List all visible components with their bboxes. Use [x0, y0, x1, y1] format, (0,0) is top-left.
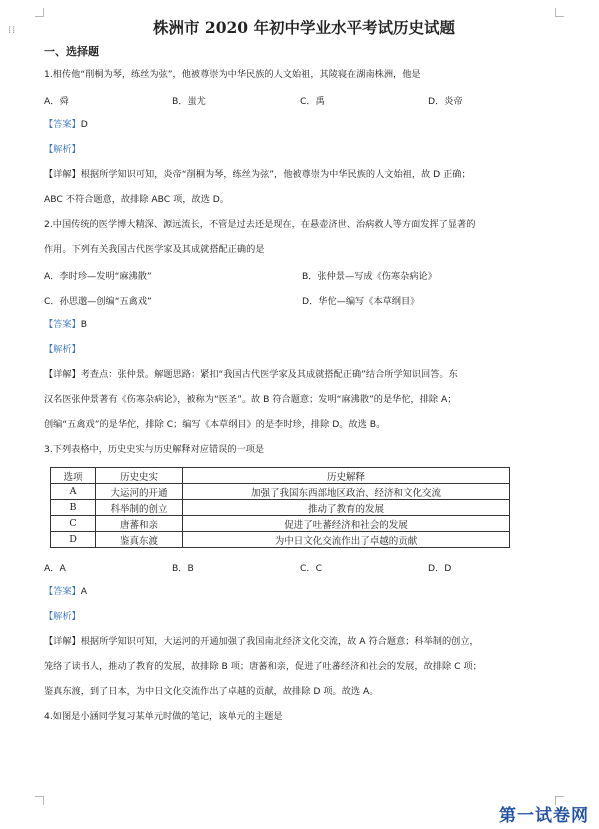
q2-option-b: B．张仲景—写成《伤寒杂病论》	[302, 270, 437, 282]
q3-stem: 3.下列表格中，历史史实与历史解释对应错误的一项是	[44, 443, 265, 455]
q3-detail-line-2: 笼络了读书人，推动了教育的发展，故排除 B 项；唐蕃和亲，促进了吐蕃经济和社会的发展，故排除 C 项；	[44, 660, 482, 672]
table-cell: 唐蕃和亲	[96, 516, 183, 532]
answer-tag: 【答案】	[44, 118, 81, 130]
table-row	[51, 484, 510, 500]
q2-answer	[44, 312, 564, 337]
q1-option-d: D．炎帝	[428, 95, 463, 107]
table-header: 历史史实	[96, 468, 183, 484]
q1-analysis	[44, 137, 564, 162]
q1-option-c: C．禹	[300, 95, 325, 107]
q3-analysis	[44, 604, 564, 629]
q2-option-a: A．李时珍—发明“麻沸散”	[44, 270, 152, 282]
q2-detail-text-1: 考查点：张仲景。解题思路：紧扣“我国古代医学家及其成就搭配正确”结合所学知识回答。东	[80, 368, 458, 380]
table-row	[51, 532, 510, 548]
detail-tag: 【详解】	[44, 168, 81, 180]
q3-option-d: D．D	[428, 562, 452, 574]
q2-analysis	[44, 337, 564, 362]
q2-detail-line-3: 创编“五禽戏”的是华佗，排除 C；编写《本草纲目》的是李时珍，排除 D。故选 B。	[44, 418, 386, 430]
analysis-tag: 【解析】	[44, 610, 81, 622]
table-header: 历史解释	[183, 468, 510, 484]
q4-stem: 4.如图是小涵同学复习某单元时做的笔记，该单元的主题是	[44, 710, 283, 722]
q2-stem-line-2: 作用。下列有关我国古代医学家及其成就搭配正确的是	[44, 243, 265, 255]
q3-answer	[44, 579, 564, 604]
q3-answer-value: A	[80, 585, 88, 597]
q3-detail-line-1	[44, 629, 564, 654]
table-cell: 推动了教育的发展	[183, 500, 510, 516]
answer-tag: 【答案】	[44, 585, 81, 597]
q3-option-b: B．B	[172, 562, 194, 574]
table-header: 选项	[51, 468, 96, 484]
section-heading: 一、选择题	[44, 45, 99, 58]
table-cell: 为中日文化交流作出了卓越的贡献	[183, 532, 510, 548]
q1-options	[44, 87, 564, 112]
q2-option-c: C．孙思邈—创编“五禽戏”	[44, 295, 152, 307]
answer-tag: 【答案】	[44, 318, 81, 330]
q1-detail-line-2: ABC 不符合题意，故排除 ABC 项，故选 D。	[44, 193, 230, 205]
q3-detail-text-1: 根据所学知识可知，大运河的开通加强了我国南北经济文化交流，故 A 符合题意；科举制的创立，	[80, 635, 479, 647]
q3-detail-line-3: 鉴真东渡，到了日本，为中日文化交流作出了卓越的贡献，故排除 D 项。故选 A。	[44, 685, 379, 697]
q1-option-a: A．舜	[44, 95, 69, 107]
q3-table	[50, 467, 510, 548]
q3-options	[44, 554, 564, 579]
q1-answer-value: D	[80, 118, 88, 130]
page-title: 株洲市 2020 年初中学业水平考试历史试题	[153, 18, 455, 37]
analysis-tag: 【解析】	[44, 343, 81, 355]
q2-option-d: D．华佗—编写《本草纲目》	[302, 295, 420, 307]
table-cell: 鉴真东渡	[96, 532, 183, 548]
q2-detail-line-1	[44, 362, 564, 387]
table-cell: D	[51, 532, 96, 548]
q2-detail-line-2: 汉名医张仲景著有《伤寒杂病论》，被称为“医圣”。故 B 符合题意；发明“麻沸散”的是华佗，排除 A；	[44, 393, 457, 405]
crop-mark-bottom-left	[35, 796, 44, 805]
document-page	[44, 16, 564, 729]
table-cell: 科举制的创立	[96, 500, 183, 516]
q2-stem-line-1: 2.中国传统的医学博大精深、源远流长，不管是过去还是现在，在悬壶济世、治病救人等方面发挥了显著的	[44, 218, 476, 230]
table-cell: C	[51, 516, 96, 532]
table-cell: 大运河的开通	[96, 484, 183, 500]
q1-option-b: B．蚩尤	[172, 95, 206, 107]
q1-detail-text-1: 根据所学知识可知，炎帝“削桐为琴，练丝为弦”，他被尊崇为中华民族的人文始祖，故 D 正确；	[80, 168, 471, 180]
q2-answer-value: B	[80, 318, 88, 330]
detail-tag: 【详解】	[44, 635, 81, 647]
table-cell: A	[51, 484, 96, 500]
drag-handle-icon[interactable]: ⁞⁞	[8, 25, 17, 36]
table-cell: B	[51, 500, 96, 516]
analysis-tag: 【解析】	[44, 143, 81, 155]
table-cell: 加强了我国东西部地区政治、经济和文化交流	[183, 484, 510, 500]
table-row	[51, 500, 510, 516]
q2-options-row-2	[44, 287, 564, 312]
q1-stem: 1.相传他“削桐为琴，练丝为弦”，他被尊崇为中华民族的人文始祖，其陵寝在湖南株洲，他是	[44, 68, 421, 80]
crop-mark-top-left	[35, 8, 44, 17]
q3-option-c: C．C	[300, 562, 323, 574]
q3-option-a: A．A	[44, 562, 66, 574]
table-row	[51, 516, 510, 532]
detail-tag: 【详解】	[44, 368, 81, 380]
q1-detail-line-1	[44, 162, 564, 187]
q1-answer	[44, 112, 564, 137]
table-header-row	[51, 468, 510, 484]
table-cell: 促进了吐蕃经济和社会的发展	[183, 516, 510, 532]
q2-options-row-1	[44, 262, 564, 287]
watermark-logo: 第一试卷网	[499, 806, 589, 826]
